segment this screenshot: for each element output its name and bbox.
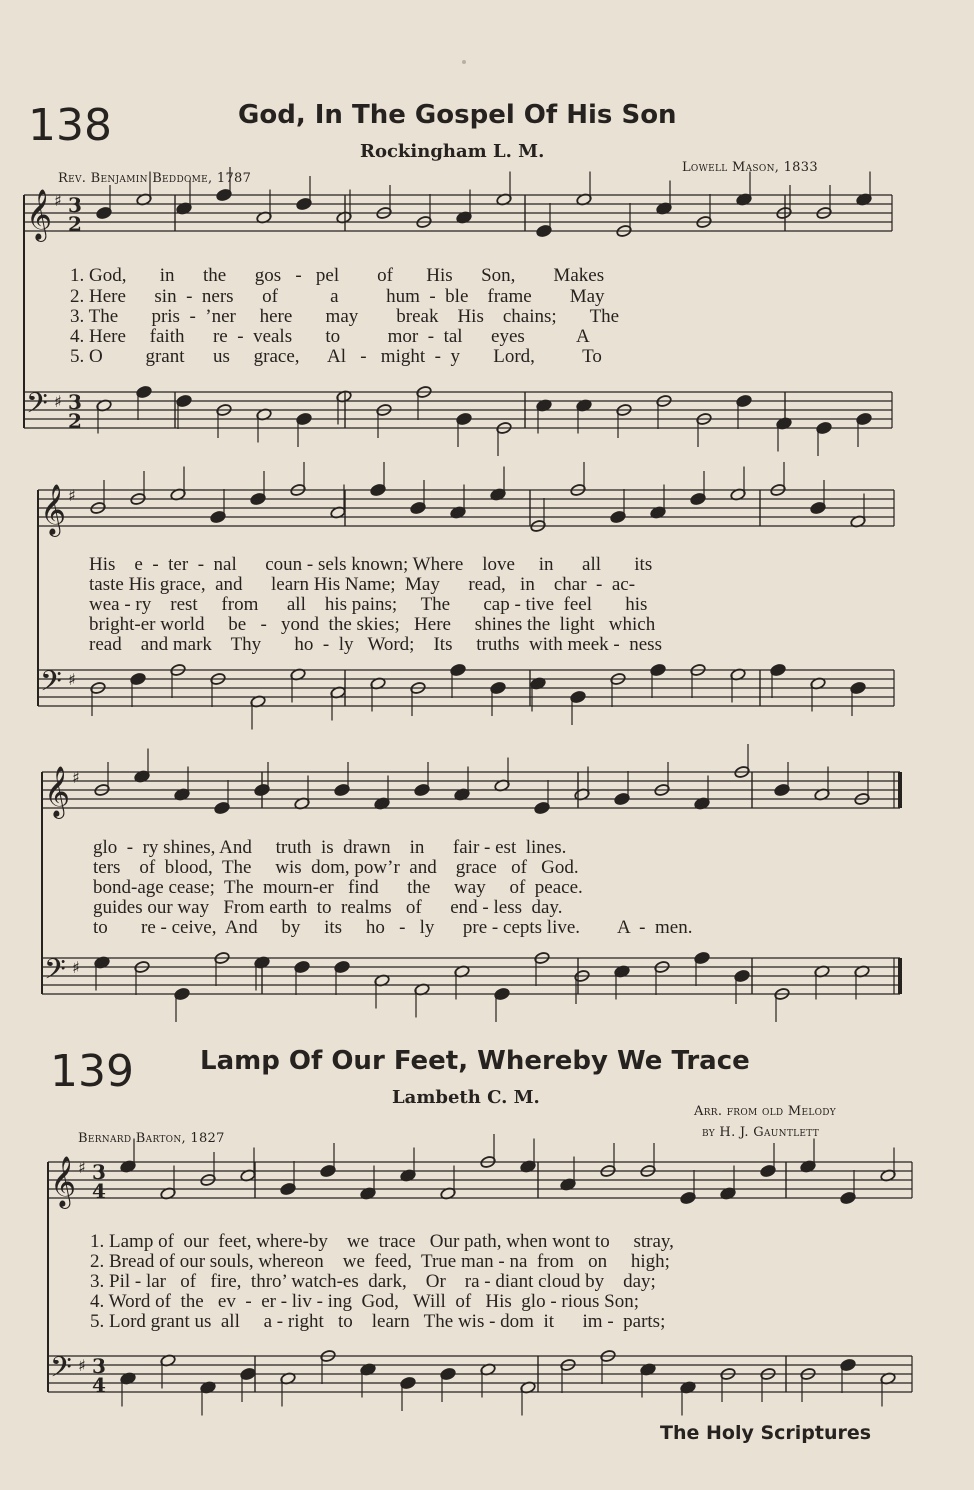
verse-line: 1. God, in the gos - pel of His Son, Makes [70,265,605,286]
hymn-title: God, In The Gospel Of His Son [238,100,677,130]
sharp-icon: ♯ [68,670,76,689]
verse-line: bond-age cease; The mourn-er find the way of peace. [93,877,583,898]
section-footer: The Holy Scriptures [660,1422,872,1444]
bass-clef-icon: 𝄢 [26,387,48,427]
author-credit: Bernard Barton, 1827 [78,1131,225,1146]
verse-line: 3. The pris - ’ner here may break His chains; The [70,306,620,327]
bass-clef-icon: 𝄢 [50,1351,72,1391]
verse-line: 3. Pil - lar of fire, thro’ watch-es dark, Or ra - diant cloud by day; [90,1271,656,1292]
verse-line: 2. Here sin - ners of a hum - ble frame May [70,286,605,307]
hymn-title: Lamp Of Our Feet, Whereby We Trace [200,1046,750,1076]
verse-line: 4. Word of the ev - er - liv - ing God, Will of His glo - rious Son; [90,1291,640,1312]
time-signature: 3 [68,390,82,414]
verse-line: His e - ter - nal coun - sels known; Where love in all its [89,554,653,575]
verse-line: 2. Bread of our souls, whereon we feed, True man - na from on high; [90,1251,670,1272]
composer-credit: Lowell Mason, 1833 [682,160,818,175]
time-signature: 2 [68,409,82,433]
tune-name: Lambeth C. M. [392,1087,540,1108]
time-signature: 3 [92,1354,106,1378]
author-credit: Rev. Benjamin Beddome, 1787 [58,171,252,186]
bass-clef-icon: 𝄢 [40,665,62,705]
verse-line: bright-er world be - yond the skies; Here shines the light which [89,614,656,635]
sharp-icon: ♯ [68,486,76,505]
time-signature: 2 [68,212,82,236]
verse-line: 5. O grant us grace, Al - might - y Lord, To [70,346,602,367]
sharp-icon: ♯ [78,1356,86,1375]
hymn-number: 138 [28,100,112,151]
time-signature: 4 [92,1373,106,1397]
verse-line: ters of blood, The wis dom, pow’r and grace of God. [93,857,579,878]
verse-line: 4. Here faith re - veals to mor - tal eyes A [70,326,590,347]
sharp-icon: ♯ [54,191,62,210]
bass-clef-icon: 𝄢 [44,953,66,993]
composer-credit: by H. J. Gauntlett [702,1125,820,1140]
tune-name: Rockingham L. M. [360,141,545,162]
verse-line: 1. Lamp of our feet, where-by we trace Our path, when wont to stray, [90,1231,674,1252]
sharp-icon: ♯ [54,392,62,411]
verse-line: 5. Lord grant us all a - right to learn The wis - dom it im - parts; [90,1311,666,1332]
hymn-number: 139 [50,1046,134,1097]
time-signature: 3 [92,1160,106,1184]
time-signature: 4 [92,1179,106,1203]
verse-line: to re - ceive, And by its ho - ly pre - cepts live. A - men. [93,917,693,938]
verse-line: wea - ry rest from all his pains; The cap - tive feel his [89,594,648,615]
treble-clef-icon: 𝄞 [26,189,53,240]
time-signature: 3 [68,193,82,217]
treble-clef-icon: 𝄞 [40,484,67,535]
treble-clef-icon: 𝄞 [50,1156,77,1207]
sharp-icon: ♯ [72,958,80,977]
treble-clef-icon: 𝄞 [44,766,71,817]
verse-line: glo - ry shines, And truth is drawn in fair - est lines. [93,837,567,858]
sharp-icon: ♯ [78,1158,86,1177]
sharp-icon: ♯ [72,768,80,787]
verse-line: read and mark Thy ho - ly Word; Its truths with meek - ness [89,634,662,655]
verse-line: guides our way From earth to realms of end - less day. [93,897,563,918]
verse-line: taste His grace, and learn His Name; May read, in char - ac- [89,574,636,595]
composer-credit: Arr. from old Melody [694,1104,837,1119]
